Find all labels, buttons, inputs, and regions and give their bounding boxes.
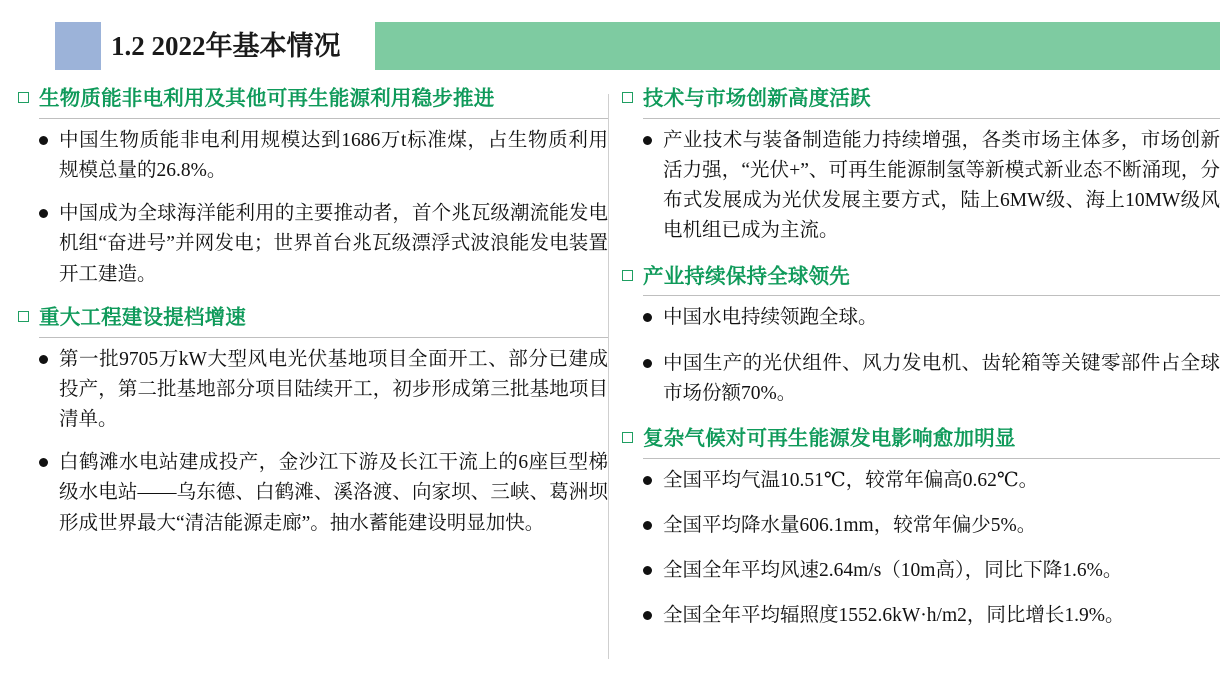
list-item	[643, 511, 1220, 541]
section-tech-market-innovation	[622, 84, 1220, 247]
square-bullet-icon	[18, 92, 29, 103]
section-title: 重大工程建设提档增速	[39, 305, 246, 329]
section-underline	[643, 458, 1220, 459]
section-heading-row	[622, 84, 1220, 114]
list-item	[643, 556, 1220, 586]
round-bullet-icon	[39, 136, 48, 145]
section-heading-row	[622, 424, 1220, 454]
section-heading-row	[622, 262, 1220, 292]
list-item-text: 中国生物质能非电利用规模达到1686万t标准煤，占生物质利用规模总量的26.8%。	[59, 129, 608, 181]
section-underline	[643, 118, 1220, 119]
page-title: 1.2 2022年基本情况	[111, 31, 341, 61]
square-bullet-icon	[622, 92, 633, 103]
round-bullet-icon	[39, 355, 48, 364]
list-item	[39, 345, 608, 436]
round-bullet-icon	[39, 458, 48, 467]
right-column	[622, 84, 1220, 647]
list-item	[39, 199, 608, 290]
section-title: 生物质能非电利用及其他可再生能源利用稳步推进	[39, 87, 495, 110]
square-bullet-icon	[18, 311, 29, 322]
section-climate-impact	[622, 424, 1220, 632]
section-heading-row	[18, 84, 608, 114]
content-columns	[0, 84, 1228, 664]
list-item-text: 中国成为全球海洋能利用的主要推动者，首个兆瓦级潮流能发电机组“奋进号”并网发电；世界首台兆瓦级漂浮式波浪能发电装置开工建造。	[59, 203, 608, 285]
round-bullet-icon	[643, 611, 652, 620]
list-item	[643, 126, 1220, 247]
section-heading-row	[18, 303, 608, 333]
list-item-text: 中国生产的光伏组件、风力发电机、齿轮箱等关键零部件占全球市场份额70%。	[663, 352, 1220, 404]
column-divider	[608, 94, 609, 659]
section-underline	[39, 118, 608, 119]
list-item	[643, 303, 1220, 333]
list-item-text: 产业技术与装备制造能力持续增强，各类市场主体多，市场创新活力强，“光伏+”、可再生能源制氢等新模式新业态不断涌现，分布式发展成为光伏发展主要方式，陆上6MW级、海上10MW级风电机组已成为主流。	[663, 129, 1220, 242]
list-item-text: 全国平均降水量606.1mm，较常年偏少5%。	[663, 514, 1037, 536]
round-bullet-icon	[643, 476, 652, 485]
round-bullet-icon	[643, 313, 652, 322]
slide-title-bar	[55, 22, 1220, 70]
square-bullet-icon	[622, 270, 633, 281]
section-biomass	[18, 84, 608, 290]
title-accent-green-band	[375, 22, 1220, 70]
list-item-text: 全国全年平均风速2.64m/s（10m高），同比下降1.6%。	[663, 560, 1123, 582]
list-item	[39, 126, 608, 186]
list-item	[643, 466, 1220, 496]
left-column	[18, 84, 608, 552]
title-accent-blue-block	[55, 22, 101, 70]
list-item-text: 全国全年平均辐照度1552.6kW·h/m2，同比增长1.9%。	[663, 605, 1125, 627]
round-bullet-icon	[643, 136, 652, 145]
list-item-text: 白鹤滩水电站建成投产，金沙江下游及长江干流上的6座巨型梯级水电站——乌东德、白鹤滩、溪洛渡、向家坝、三峡、葛洲坝形成世界最大“清洁能源走廊”。抽水蓄能建设明显加快。	[59, 452, 608, 534]
section-title: 产业持续保持全球领先	[643, 264, 850, 288]
section-underline	[643, 295, 1220, 296]
list-item	[39, 448, 608, 539]
list-item	[643, 601, 1220, 631]
round-bullet-icon	[643, 566, 652, 575]
list-item-text: 中国水电持续领跑全球。	[663, 307, 878, 329]
list-item	[643, 349, 1220, 409]
list-item-text: 全国平均气温10.51℃，较常年偏高0.62℃。	[663, 469, 1039, 491]
list-item-text: 第一批9705万kW大型风电光伏基地项目全面开工、部分已建成投产，第二批基地部分项目陆续开工，初步形成第三批基地项目清单。	[59, 348, 608, 430]
section-underline	[39, 337, 608, 338]
section-major-projects	[18, 303, 608, 539]
square-bullet-icon	[622, 432, 633, 443]
section-industry-leading	[622, 262, 1220, 409]
round-bullet-icon	[39, 209, 48, 218]
section-title: 复杂气候对可再生能源发电影响愈加明显	[643, 426, 1016, 450]
round-bullet-icon	[643, 359, 652, 368]
round-bullet-icon	[643, 521, 652, 530]
section-title: 技术与市场创新高度活跃	[643, 87, 871, 110]
